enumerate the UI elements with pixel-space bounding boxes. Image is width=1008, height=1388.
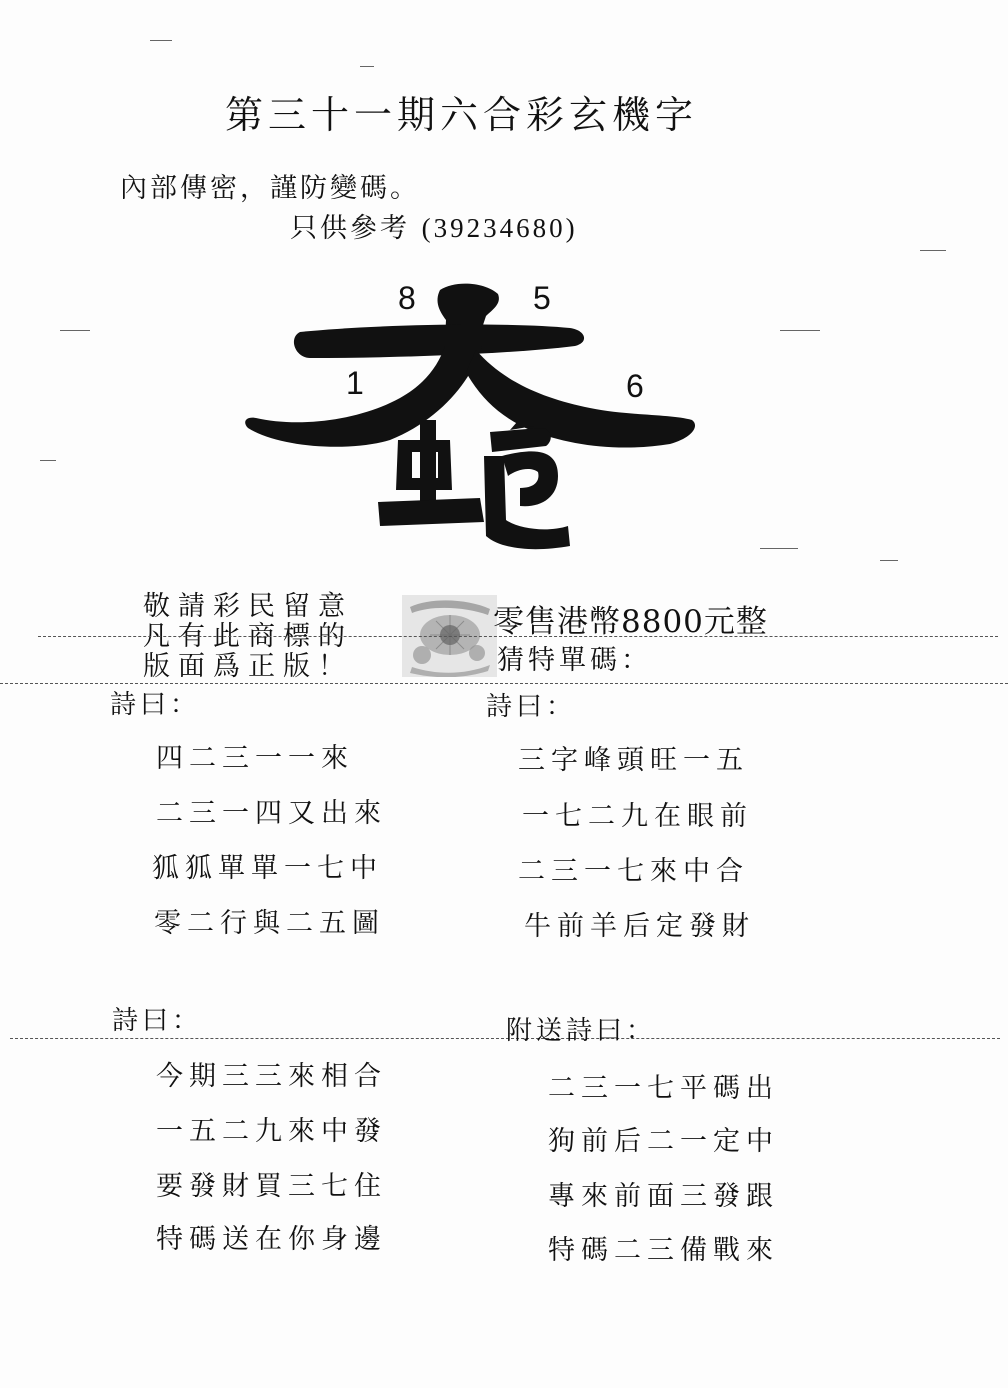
poem-line: 零二行與二五圖	[154, 908, 385, 939]
trademark-note-line: 版面爲正版！	[143, 651, 353, 682]
scan-speck	[880, 560, 898, 561]
poem-line: 二三一四又出來	[156, 798, 387, 829]
scan-speck	[760, 548, 798, 549]
reference-notice	[290, 206, 578, 245]
page-title: 第三十一期六合彩玄機字	[225, 93, 699, 137]
scan-speck	[920, 250, 946, 251]
scan-speck	[150, 40, 172, 41]
lucky-number-top-right: 5	[533, 280, 551, 316]
lucky-number-right: 6	[626, 368, 644, 404]
lucky-number-top-left: 8	[398, 280, 416, 316]
poem-line: 狐狐單單一七中	[152, 853, 383, 884]
poem-line: 二三一七來中合	[518, 856, 749, 887]
poem-line: 專來前面三發跟	[548, 1181, 779, 1212]
poem-line: 特碼送在你身邊	[156, 1224, 387, 1255]
scan-speck	[360, 66, 374, 67]
special-code-label: 猜特單碼：	[497, 645, 652, 676]
poem-line: 要發財買三七住	[156, 1171, 387, 1202]
poem-heading: 詩曰：	[112, 1006, 203, 1036]
da-horizontal-stroke	[294, 325, 584, 358]
scan-speck	[780, 330, 820, 331]
scan-speck	[60, 330, 90, 331]
divider	[38, 636, 998, 637]
poem-line: 特碼二三備戰來	[548, 1235, 779, 1266]
she-insect-base	[378, 498, 484, 526]
reference-label: 只供參考	[290, 213, 410, 244]
poem-line: 一七二九在眼前	[522, 801, 753, 832]
divider	[10, 1038, 1000, 1039]
poem-line: 二三一七平碼出	[548, 1073, 779, 1104]
poem-line: 狗前后二一定中	[548, 1126, 779, 1157]
phone-number: (39234680)	[421, 213, 578, 243]
lucky-number-left: 1	[346, 365, 364, 401]
she-roof	[490, 428, 551, 452]
poem-line: 牛前羊后定發財	[524, 911, 755, 942]
trademark-note-line: 敬請彩民留意	[143, 591, 353, 622]
poem-line: 今期三三來相合	[156, 1061, 387, 1092]
retail-price: 零售港幣8800元整	[493, 604, 768, 640]
scan-speck	[40, 460, 56, 461]
poem-line: 一五二九來中發	[156, 1116, 387, 1147]
poem-heading: 詩曰：	[486, 692, 577, 722]
poem-line: 三字峰頭旺一五	[518, 745, 749, 776]
trademark-note	[143, 592, 353, 682]
poem-heading: 詩曰：	[110, 690, 201, 720]
big-snake-logo	[240, 280, 700, 560]
poem-heading: 附送詩曰：	[506, 1016, 657, 1046]
poem-line: 四二三一一來	[156, 743, 354, 774]
trademark-note-line: 凡有此商標的	[143, 621, 353, 652]
she-body	[502, 451, 558, 506]
internal-notice: 內部傳密，謹防變碼。	[120, 173, 420, 204]
